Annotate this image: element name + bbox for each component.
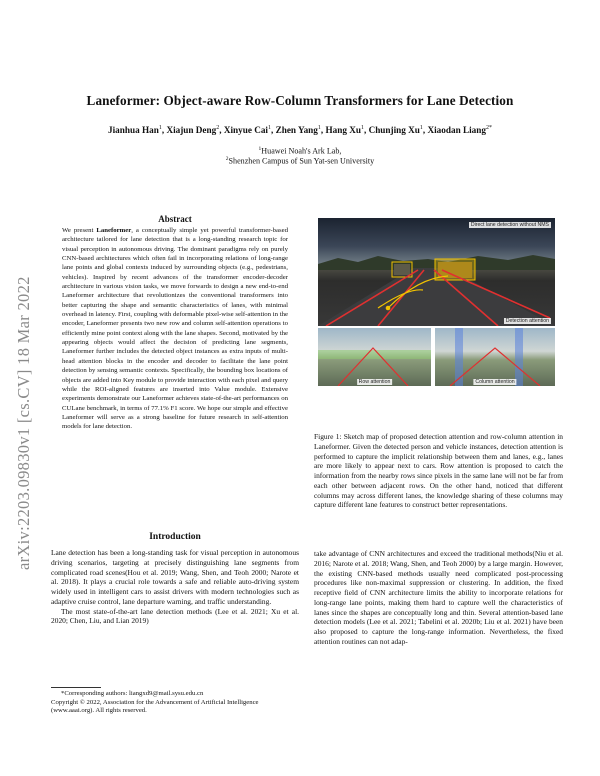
figure-1 — [318, 218, 555, 388]
road-scene-drawing — [318, 218, 555, 326]
footnote-rule — [51, 687, 101, 688]
abstract-intro: We present — [62, 227, 97, 234]
abstract-heading: Abstract — [158, 214, 192, 224]
abstract-model-name: Laneformer — [96, 227, 132, 234]
column-attention-drawing — [435, 328, 555, 386]
author-name: Xiajun Deng — [166, 125, 217, 136]
abstract-text: , a conceptually simple yet powerful transformer-based architecture tailored for lane detection that is a long-standing research topic for visual perception in autonomous driving. The dominant paradigms rely on purely CNN-based architectures which often fail in incorporating relations of long-range lane points and global contexts induced by surrounding objects (e.g., pedestrians, vehicles). Inspired by recent advances of the transformer encoder-decoder architecture in various vision tasks, we move forwards to design a new end-to-end Laneformer architecture that revolutionizes the conventional transformers into better capturing the shape and semantic characteristics of lanes, with minimal overhead in latency. First, coupling with deformable pixel-wise self-attention in the encoder, Laneformer presents two new row and column self-attention operations to efficiently mine point context along with the lane shapes. Second, motivated by the appearing objects would affect the decision of predicting lane segments, Laneformer further includes the detected object instances as extra inputs of multi-head attention blocks in the encoder and decoder to facilitate the lane point detection by sensing semantic contexts. Specifically, the bounding box locations of objects are added into Key module to provide interaction with each pixel and query while the ROI-aligned features are inserted into Value module. Extensive experiments demonstrate our Laneformer achieves state-of-the-art performances on CULane benchmark, in terms of 77.1% F1 score. We hope our simple and effective Laneformer will serve as a strong baseline for future research in self-attention models for lane detection. — [62, 227, 289, 431]
introduction-left-column — [51, 548, 299, 626]
label-detection-attention: Detection attention — [505, 318, 549, 324]
row-attention-band — [318, 350, 431, 359]
author-name: Chunjing Xu — [368, 125, 420, 136]
author-name: Xinyue Cai — [223, 125, 268, 136]
paper-title: Laneformer: Object-aware Row-Column Transformers for Lane Detection — [86, 93, 514, 108]
author-name: Jianhua Han — [108, 125, 159, 136]
author-affiliation-sup: 1 — [158, 125, 162, 131]
affiliation-2-text: Shenzhen Campus of Sun Yat-sen University — [228, 156, 375, 166]
affiliation-2 — [100, 156, 500, 166]
vehicle-left — [394, 264, 410, 275]
row-attention-drawing — [318, 328, 431, 386]
author-affiliation-sup: 1 — [317, 125, 321, 131]
author-affiliation-sup: 2* — [485, 125, 492, 131]
label-column-attention: Column attention — [475, 379, 515, 385]
arxiv-identifier: arXiv:2203.09830v1 [cs.CV] 18 Mar 2022 — [14, 276, 33, 570]
figure-road-scene — [318, 218, 555, 326]
affiliation-1 — [100, 146, 500, 156]
label-direct-detection: Direct lane detection without NMS — [470, 222, 549, 228]
figure-caption: Figure 1: Sketch map of proposed detection attention and row-column attention in Laneformer. Given the detected person and vehicle instances, detection attention is performed to capture the implicit relationship between them and lanes, e.g., lanes are more likely to appear next to cars. Row attention is proposed to catch the information from the nearby rows since pixels in the same lane will not be far from each other between adjacent rows. On the other hand, noticed that different columns may across different lanes, the knowledge sharing of these columns may capture different lane features to construct better representations. — [314, 432, 563, 510]
figure-column-attention-panel — [435, 328, 555, 386]
introduction-paragraph-1: Lane detection has been a long-standing task for visual perception in autonomous driving scenarios, targeting at precisely distinguishing lane segments from complicated road scenes(Hou et al. 2019; Wang, Shen, and Teoh 2000; Narote et al. 2018). It plays a crucial role towards a safe and reliable auto-driving system widely used in intelligent cars to assist drivers with modern technologies such as adaptive cruise control, lane departure warning, and traffic understanding. — [51, 548, 299, 606]
author-list: Jianhua Han$^1$, Xiajun Deng$^2$, Xinyue Cai$^1$, Zhen Yang$^1$, Hang Xu$^1$, Chunjing Xu$^1$, Xiaodan Liang$^{2*}$ — [108, 125, 492, 136]
affiliation-1-sup: 1 — [258, 146, 262, 152]
footnote — [51, 690, 299, 716]
affiliation-1-text: Huawei Noah's Ark Lab, — [261, 146, 342, 156]
author-name: Zhen Yang — [275, 125, 318, 136]
abstract-body — [62, 226, 288, 432]
figure-row-attention-panel — [318, 328, 431, 386]
author-name: Hang Xu — [325, 125, 361, 136]
author-name: Xiaodan Liang — [427, 125, 486, 136]
label-row-attention: Row attention — [358, 379, 391, 385]
corresponding-author-note: *Corresponding authors: liangxd9@mail.sysu.edu.cn — [61, 690, 204, 697]
author-affiliation-sup: 1 — [360, 125, 364, 131]
introduction-paragraph-2: The most state-of-the-art lane detection methods (Lee et al. 2021; Xu et al. 2020; Chen, Liu, and Lian 2019) — [51, 606, 299, 626]
introduction-right-column: take advantage of CNN architectures and exceed the traditional methods(Niu et al. 2016; Narote et al. 2018; Wang, Shen, and Teoh 2000) by a large margin. However, the existing CNN-based methods usually need complicated post-processing procedures like non-maximal suppression or clustering. In addition, the fixed receptive field of CNN architecture limits the ability to incorporate relations for long-range lane points, making them hard to capture well the characteristics of lanes since the shapes are conceptually long and thin. Several attention-based lane detection models (Lee et al. 2021; Tabelini et al. 2020b; Liu et al. 2021) have been also proposed to capture the long-range information. Nevertheless, the fixed attention routines can not adap- — [314, 549, 563, 646]
query-point — [386, 306, 391, 311]
column-attention-band-1 — [455, 328, 463, 386]
author-affiliation-sup: 2 — [216, 125, 220, 131]
affiliation-2-sup: 2 — [225, 156, 229, 162]
column-attention-band-2 — [515, 328, 523, 386]
author-affiliation-sup: 1 — [419, 125, 423, 131]
copyright-note: Copyright © 2022, Association for the Advancement of Artificial Intelligence (www.aaai.org). All rights reserved. — [51, 698, 259, 715]
introduction-heading: Introduction — [149, 532, 201, 542]
author-affiliation-sup: 1 — [267, 125, 271, 131]
